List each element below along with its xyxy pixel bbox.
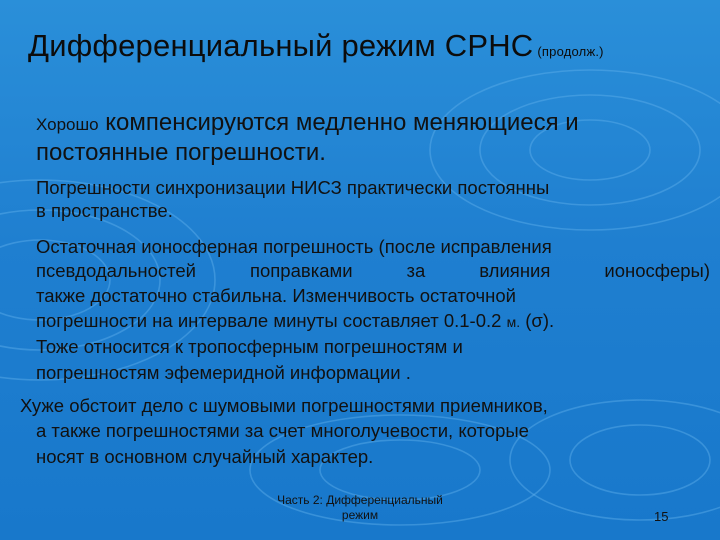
footer-caption [250, 493, 470, 523]
paragraph-3-line-4 [36, 310, 554, 333]
paragraph-4-line-2: а также погрешностями за счет многолучевости, которые [36, 420, 529, 441]
slide-title [28, 28, 708, 64]
paragraph-3-line-2: псевдодальностей поправками за влияния ионосферы) [36, 260, 710, 281]
paragraph-3-line-4-unit: м. [506, 314, 521, 330]
paragraph-1-line-2: постоянные погрешности. [36, 139, 326, 166]
footer-caption-line-1: Часть 2: Дифференциальный [277, 493, 443, 507]
page-number: 15 [654, 509, 669, 524]
paragraph-1-lead: Хорошо [36, 115, 99, 134]
paragraph-4-line-3: носят в основном случайный характер. [36, 446, 374, 467]
paragraph-3-line-6: погрешностям эфемеридной информации . [36, 362, 411, 383]
paragraph-2-line-1: Погрешности синхронизации НИСЗ практически постоянны [36, 177, 550, 198]
paragraph-3-line-4-text: погрешности на интервале минуты составляет 0.1-0.2 [36, 310, 502, 331]
paragraph-3-line-5: Тоже относится к тропосферным погрешностям и [36, 336, 463, 357]
title-suffix: (продолж.) [537, 44, 604, 59]
paragraph-3-line-1: Остаточная ионосферная погрешность (после исправления [36, 236, 552, 257]
paragraph-3-line-4-sigma: (σ). [525, 310, 555, 331]
paragraph-3-line-3: также достаточно стабильна. Изменчивость остаточной [36, 285, 517, 306]
paragraph-4-line-1: Хуже обстоит дело с шумовыми погрешностями приемников, [20, 395, 548, 416]
paragraph-1-text: компенсируются медленно меняющиеся и [105, 109, 579, 136]
paragraph-2-line-2: в пространстве. [36, 200, 173, 221]
footer-caption-line-2: режим [341, 508, 379, 522]
title-text: Дифференциальный режим СРНС [28, 28, 534, 63]
paragraph-1-line-1 [36, 109, 579, 139]
